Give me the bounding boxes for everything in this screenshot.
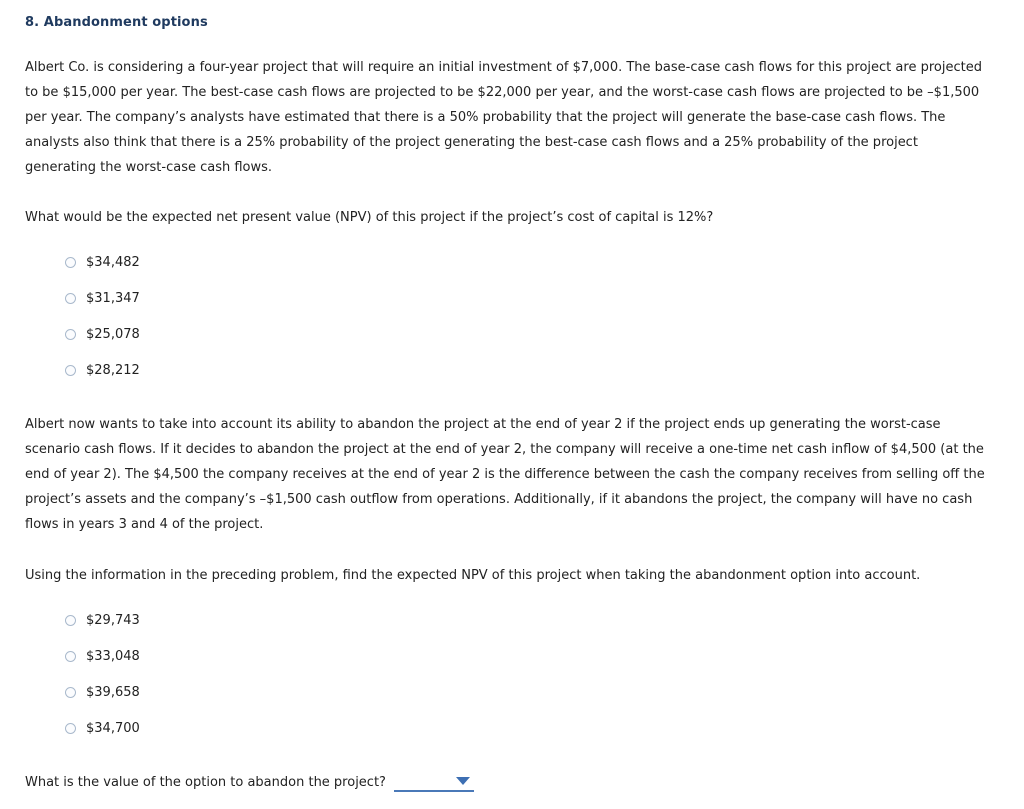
q2-option-4[interactable] (65, 710, 140, 746)
option-value-dropdown[interactable] (394, 772, 474, 792)
option-label: $25,078 (86, 326, 140, 342)
caret-down-icon (456, 777, 470, 785)
question-1-text: What would be the expected net present value (NPV) of this project if the project’s cost of capital is 12%? (25, 210, 714, 225)
radio-button[interactable] (65, 723, 76, 734)
radio-button[interactable] (65, 687, 76, 698)
option-label: $39,658 (86, 684, 140, 700)
q2-option-1[interactable] (65, 602, 140, 638)
question-3-row (25, 772, 474, 792)
option-label: $31,347 (86, 290, 140, 306)
radio-button[interactable] (65, 615, 76, 626)
section-title: 8. Abandonment options (25, 15, 208, 30)
option-label: $34,482 (86, 254, 140, 270)
q1-option-2[interactable] (65, 280, 140, 316)
q1-option-4[interactable] (65, 352, 140, 388)
question-3-text: What is the value of the option to abandon the project? (25, 775, 386, 790)
q1-option-3[interactable] (65, 316, 140, 352)
q2-option-2[interactable] (65, 638, 140, 674)
question-2-text: Using the information in the preceding problem, find the expected NPV of this project when taking the abandonment option into account. (25, 568, 921, 583)
option-label: $29,743 (86, 612, 140, 628)
question-2-options (65, 602, 140, 746)
radio-button[interactable] (65, 651, 76, 662)
abandonment-paragraph: Albert now wants to take into account its ability to abandon the project at the end of year 2 if the project ends up generating the worst-case scenario cash flows. If it decides to abandon the project at the end of year 2, the company will receive a one-time net cash inflow of $4,500 (at the end of year 2). The $4,500 the company receives at the end of year 2 is the difference between the cash the company receives from selling off the project’s assets and the company’s –$1,500 cash outflow from operations. Additionally, if it abandons the project, the company will have no cash flows in years 3 and 4 of the project. (25, 417, 985, 532)
intro-paragraph: Albert Co. is considering a four-year project that will require an initial investment of $7,000. The base-case cash flows for this project are projected to be $15,000 per year. The best-case cash flows are projected to be $22,000 per year, and the worst-case cash flows are projected to be –$1,500 per year. The company’s analysts have estimated that there is a 50% probability that the project will generate the base-case cash flows. The analysts also think that there is a 25% probability of the project generating the best-case cash flows and a 25% probability of the project generating the worst-case cash flows. (25, 60, 982, 175)
option-label: $28,212 (86, 362, 140, 378)
radio-button[interactable] (65, 257, 76, 268)
option-label: $34,700 (86, 720, 140, 736)
q2-option-3[interactable] (65, 674, 140, 710)
radio-button[interactable] (65, 365, 76, 376)
q1-option-1[interactable] (65, 244, 140, 280)
option-label: $33,048 (86, 648, 140, 664)
question-1-options (65, 244, 140, 388)
radio-button[interactable] (65, 329, 76, 340)
radio-button[interactable] (65, 293, 76, 304)
